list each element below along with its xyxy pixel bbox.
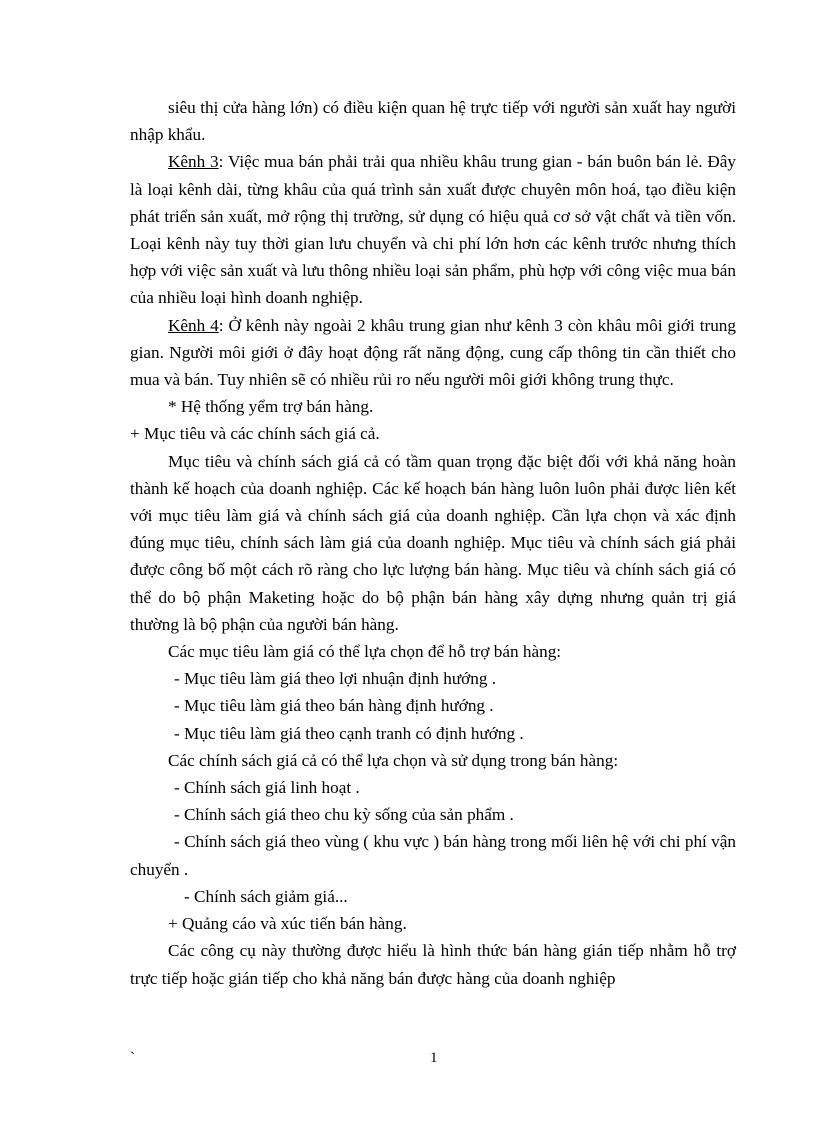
page-body xyxy=(130,94,736,992)
page-number: 1 xyxy=(430,1050,438,1066)
kenh-4-text: : Ở kênh này ngoài 2 khâu trung gian như kênh 3 còn khâu môi giới trung gian. Người môi giới ở đây hoạt động rất năng động, cung cấp thông tin cần thiết cho mua và bán. Tuy nhiên sẽ có nhiều rủi ro nếu người môi giới không trung thực. xyxy=(130,315,736,390)
paragraph-pricing: Mục tiêu và chính sách giá cả có tầm quan trọng đặc biệt đối với khả năng hoàn thành kế hoạch của doanh nghiệp. Các kế hoạch bán hàng luôn luôn phải được liên kết với mục tiêu làm giá và chính sách giá của doanh nghiệp. Cần lựa chọn và xác định đúng mục tiêu, chính sách làm giá của doanh nghiệp. Mục tiêu và chính sách giá phải được công bố một cách rõ ràng cho lực lượng bán hàng. Mục tiêu và chính sách giá có thể do bộ phận Maketing hoặc do bộ phận bán hàng xây dựng nhưng quản trị giá thường là bộ phận của người bán hàng. xyxy=(130,451,736,634)
paragraph-kenh-4 xyxy=(130,312,736,394)
list-item-policy: - Chính sách giá theo vùng ( khu vực ) bán hàng trong mối liên hệ với chi phí vận chuyển . xyxy=(130,832,736,879)
footer-mark: ` xyxy=(130,1050,135,1066)
list-item-policy: - Chính sách giảm giá... xyxy=(184,886,348,906)
list-item-policy: - Chính sách giá linh hoạt . xyxy=(174,778,360,798)
list-item-policy: - Chính sách giá theo chu kỳ sống của sản phẩm . xyxy=(174,805,514,825)
kenh-3-label: Kênh 3 xyxy=(168,152,219,172)
paragraph-continuation: siêu thị cửa hàng lớn) có điều kiện quan hệ trực tiếp với người sản xuất hay người nhập khẩu. xyxy=(130,98,736,145)
paragraph-advertising: Các công cụ này thường được hiểu là hình thức bán hàng gián tiếp nhằm hỗ trợ trực tiếp hoặc gián tiếp cho khả năng bán được hàng của doanh nghiệp xyxy=(130,941,736,988)
kenh-4-label: Kênh 4 xyxy=(168,315,219,335)
list-item-goal: - Mục tiêu làm giá theo lợi nhuận định hướng . xyxy=(174,669,497,689)
list-item-goal: - Mục tiêu làm giá theo bán hàng định hướng . xyxy=(174,696,494,716)
heading-pricing: + Mục tiêu và các chính sách giá cả. xyxy=(130,424,380,444)
heading-sales-support: * Hệ thống yểm trợ bán hàng. xyxy=(168,397,374,417)
paragraph-policies-intro: Các chính sách giá cả có thể lựa chọn và sử dụng trong bán hàng: xyxy=(168,750,619,770)
paragraph-goals-intro: Các mục tiêu làm giá có thể lựa chọn để hỗ trợ bán hàng: xyxy=(168,642,562,662)
heading-advertising: + Quảng cáo và xúc tiến bán hàng. xyxy=(168,914,407,934)
list-item-goal: - Mục tiêu làm giá theo cạnh tranh có định hướng . xyxy=(174,723,524,743)
kenh-3-text: : Việc mua bán phải trải qua nhiều khâu trung gian - bán buôn bán lẻ. Đây là loại kênh dài, từng khâu của quá trình sản xuất được chuyên môn hoá, tạo điều kiện phát triển sản xuất, mở rộng thị trường, sử dụng có hiệu quả cơ sở vật chất và tiền vốn. Loại kênh này tuy thời gian lưu chuyển và chi phí lớn hơn các kênh trước nhưng thích hợp với việc sản xuất và lưu thông nhiều loại sản phẩm, phù hợp với công việc mua bán của nhiều loại hình doanh nghiệp. xyxy=(130,152,736,308)
paragraph-kenh-3 xyxy=(130,148,736,311)
